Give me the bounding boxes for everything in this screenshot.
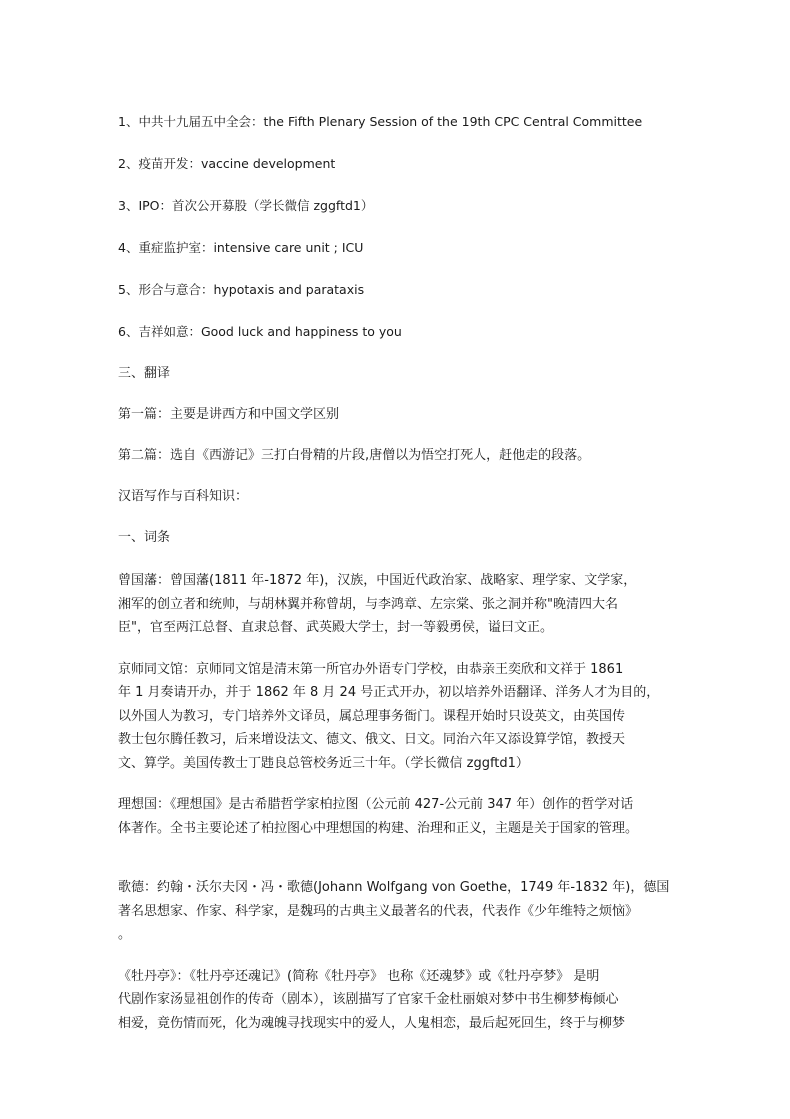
translation-item-1: 第一篇：主要是讲西方和中国文学区别 <box>118 407 340 422</box>
entry-peony <box>118 965 680 1036</box>
entry-line: 。 <box>118 927 132 942</box>
translation-item-2: 第二篇：选自《西游记》三打白骨精的片段,唐僧以为悟空打死人，赶他走的段落。 <box>118 448 591 463</box>
document-page <box>118 112 680 1053</box>
entry-line: 体著作。全书主要论述了柏拉图心中理想国的构建、治理和正义，主题是关于国家的管理。 <box>118 820 639 836</box>
glossary-item-4: 4、重症监护室：intensive care unit ; ICU <box>118 240 364 255</box>
entry-line: 以外国人为教习，专门培养外文译员，属总理事务衙门。课程开始时只设英文，由英国传 <box>118 708 626 724</box>
writing-heading: 汉语写作与百科知识： <box>118 489 249 504</box>
entry-line: 代剧作家汤显祖创作的传奇（剧本），该剧描写了官家千金杜丽娘对梦中书生柳梦梅倾心 <box>118 992 619 1007</box>
entry-line: 曾国藩：曾国藩(1811 年-1872 年)，汉族，中国近代政治家、战略家、理学家、文学家， <box>118 573 637 588</box>
blank-line <box>118 858 680 876</box>
entry-republic <box>118 793 680 840</box>
entry-line: 臣"，官至两江总督、直隶总督、武英殿大学士，封一等毅勇侯，谥曰文正。 <box>118 620 553 635</box>
glossary-item-1: 1、中共十九届五中全会：the Fifth Plenary Session of the 19th CPC Central Committee <box>118 114 643 129</box>
entry-tongwenguan <box>118 658 680 776</box>
glossary-item-5: 5、形合与意合：hypotaxis and parataxis <box>118 282 365 297</box>
entry-zeng-guofan <box>118 569 680 640</box>
entry-line: 著名思想家、作家、科学家，是魏玛的古典主义最著名的代表，代表作《少年维特之烦恼》 <box>118 903 639 919</box>
entry-line: 理想国：《理想国》是古希腊哲学家柏拉图（公元前 427-公元前 347 年）创作的哲学对话 <box>118 797 634 812</box>
glossary-item-3: 3、IPO：首次公开募股（学长微信 zggftd1） <box>118 198 374 213</box>
entry-line: 教士包尔腾任教习，后来增设法文、德文、俄文、日文。同治六年又添设算学馆，教授天 <box>118 732 626 747</box>
entry-line: 年 1 月奏请开办，并于 1862 年 8 月 24 号正式开办，初以培养外语翻译、洋务人才为目的， <box>118 685 660 700</box>
glossary-item-2: 2、疫苗开发：vaccine development <box>118 156 336 171</box>
glossary-item-6: 6、吉祥如意：Good luck and happiness to you <box>118 324 402 339</box>
translation-heading: 三、翻译 <box>118 366 171 381</box>
entry-line: 《牡丹亭》：《牡丹亭还魂记》(简称《牡丹亭》 也称《还魂梦》或《牡丹亭梦》 是明 <box>118 968 600 984</box>
entry-goethe <box>118 876 680 947</box>
entry-line: 京师同文馆：京师同文馆是清末第一所官办外语专门学校，由恭亲王奕欣和文祥于 1861 <box>118 661 624 677</box>
entry-line: 湘军的创立者和统帅，与胡林翼并称曾胡，与李鸿章、左宗棠、张之洞并称"晚清四大名 <box>118 596 618 612</box>
entries-subheading: 一、词条 <box>118 530 171 545</box>
entry-line: 歌德：约翰・沃尔夫冈・冯・歌德(Johann Wolfgang von Goethe，1749 年-1832 年)，德国 <box>118 880 670 895</box>
entry-line: 文、算学。美国传教士丁韪良总管校务近三十年。（学长微信 zggftd1） <box>118 755 529 771</box>
entry-line: 相爱，竟伤情而死，化为魂魄寻找现实中的爱人，人鬼相恋，最后起死回生，终于与柳梦 <box>118 1015 626 1031</box>
